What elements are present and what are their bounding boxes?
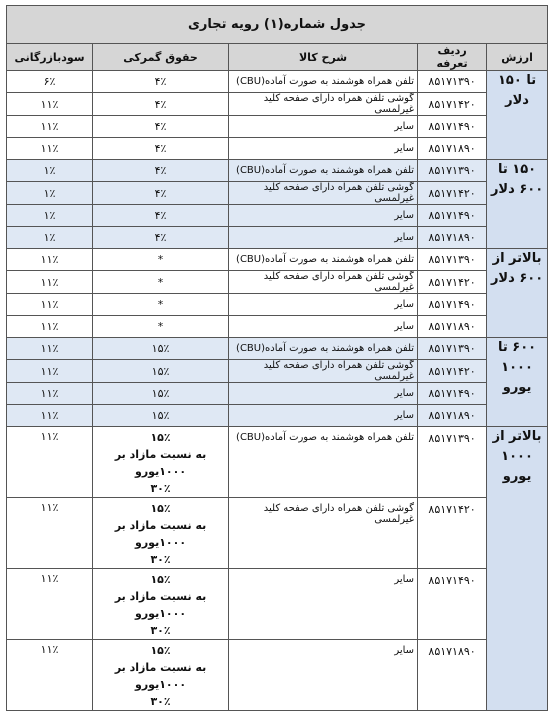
header-tariff-code: ردیف تعرفه	[418, 44, 487, 71]
commercial-profit-cell: ۱۱٪	[7, 405, 93, 427]
customs-duty-cell: ۴٪	[93, 160, 229, 182]
tariff-code-cell: ۸۵۱۷۱۳۹۰	[418, 160, 487, 182]
table-row	[7, 338, 548, 360]
tariff-code-cell: ۸۵۱۷۱۳۹۰	[418, 427, 487, 498]
duty-extra-rate: ۳۰٪	[150, 482, 171, 495]
table-row	[7, 271, 548, 294]
description-cell: گوشی تلفن همراه دارای صفحه کلید غیرلمسی	[229, 360, 418, 383]
value-range-cell: بالاتر از ۱۰۰۰ یورو	[487, 427, 548, 711]
customs-duty-cell: *	[93, 294, 229, 316]
customs-duty-cell	[93, 427, 229, 498]
duty-note: به نسبت مازاد بر ۱۰۰۰یورو	[114, 661, 207, 691]
header-row	[7, 44, 548, 71]
duty-rate: ۱۵٪	[150, 644, 171, 657]
table-row	[7, 227, 548, 249]
commercial-profit-cell: ۱٪	[7, 182, 93, 205]
duty-rate: ۱۵٪	[150, 431, 171, 444]
tariff-code-cell: ۸۵۱۷۱۴۲۰	[418, 93, 487, 116]
description-cell: سایر	[229, 316, 418, 338]
customs-duty-cell	[93, 498, 229, 569]
customs-duty-cell: ۱۵٪	[93, 338, 229, 360]
customs-duty-cell: ۱۵٪	[93, 383, 229, 405]
duty-rate: ۱۵٪	[150, 573, 171, 586]
duty-note: به نسبت مازاد بر ۱۰۰۰یورو	[114, 590, 207, 620]
tariff-document	[6, 5, 547, 708]
header-customs-duty: حقوق گمرکی	[93, 44, 229, 71]
header-description: شرح کالا	[229, 44, 418, 71]
table-row	[7, 182, 548, 205]
duty-extra-rate: ۳۰٪	[150, 553, 171, 566]
description-cell: سایر	[229, 383, 418, 405]
customs-duty-cell	[93, 569, 229, 640]
customs-duty-cell: ۴٪	[93, 71, 229, 93]
tariff-code-cell: ۸۵۱۷۱۴۹۰	[418, 569, 487, 640]
table-title: جدول شماره(۱) رویه تجاری	[7, 6, 548, 44]
description-cell: سایر	[229, 138, 418, 160]
tariff-code-cell: ۸۵۱۷۱۳۹۰	[418, 249, 487, 271]
description-cell: سایر	[229, 405, 418, 427]
table-row	[7, 427, 548, 498]
description-cell: تلفن همراه هوشمند به صورت آماده(CBU)	[229, 249, 418, 271]
commercial-profit-cell: ۱۱٪	[7, 338, 93, 360]
tariff-code-cell: ۸۵۱۷۱۳۹۰	[418, 71, 487, 93]
tariff-code-cell: ۸۵۱۷۱۸۹۰	[418, 405, 487, 427]
tariff-code-cell: ۸۵۱۷۱۴۲۰	[418, 271, 487, 294]
value-range-cell: ۱۵۰ تا ۶۰۰ دلار	[487, 160, 548, 249]
value-range-cell: ۶۰۰ تا ۱۰۰۰ یورو	[487, 338, 548, 427]
value-range-cell: بالاتر از ۶۰۰ دلار	[487, 249, 548, 338]
description-cell: گوشی تلفن همراه دارای صفحه کلید غیرلمسی	[229, 182, 418, 205]
tariff-code-cell: ۸۵۱۷۱۸۹۰	[418, 138, 487, 160]
duty-note: به نسبت مازاد بر ۱۰۰۰یورو	[114, 519, 207, 549]
duty-rate: ۱۵٪	[150, 502, 171, 515]
table-row	[7, 640, 548, 711]
commercial-profit-cell: ۱۱٪	[7, 116, 93, 138]
commercial-profit-cell: ۱۱٪	[7, 138, 93, 160]
commercial-profit-cell: ۱٪	[7, 227, 93, 249]
tariff-code-cell: ۸۵۱۷۱۴۲۰	[418, 498, 487, 569]
value-range-cell: تا ۱۵۰ دلار	[487, 71, 548, 160]
table-row	[7, 405, 548, 427]
description-cell: تلفن همراه هوشمند به صورت آماده(CBU)	[229, 71, 418, 93]
customs-duty-cell: *	[93, 249, 229, 271]
description-cell: تلفن همراه هوشمند به صورت آماده(CBU)	[229, 427, 418, 498]
table-row	[7, 294, 548, 316]
table-row	[7, 205, 548, 227]
customs-duty-cell: ۴٪	[93, 227, 229, 249]
tariff-code-cell: ۸۵۱۷۱۴۲۰	[418, 360, 487, 383]
table-row	[7, 93, 548, 116]
customs-duty-cell: ۴٪	[93, 93, 229, 116]
header-commercial-profit: سودبازرگانی	[7, 44, 93, 71]
table-row	[7, 498, 548, 569]
tariff-code-cell: ۸۵۱۷۱۴۹۰	[418, 294, 487, 316]
commercial-profit-cell: ۱۱٪	[7, 93, 93, 116]
customs-duty-cell: ۴٪	[93, 205, 229, 227]
commercial-profit-cell: ۶٪	[7, 71, 93, 93]
commercial-profit-cell: ۱۱٪	[7, 498, 93, 569]
commercial-profit-cell: ۱۱٪	[7, 271, 93, 294]
table-row	[7, 383, 548, 405]
description-cell: سایر	[229, 640, 418, 711]
table-row	[7, 138, 548, 160]
commercial-profit-cell: ۱۱٪	[7, 640, 93, 711]
tariff-code-cell: ۸۵۱۷۱۴۹۰	[418, 116, 487, 138]
table-row	[7, 316, 548, 338]
table-row	[7, 249, 548, 271]
table-row	[7, 569, 548, 640]
commercial-profit-cell: ۱۱٪	[7, 383, 93, 405]
description-cell: سایر	[229, 569, 418, 640]
description-cell: سایر	[229, 227, 418, 249]
commercial-profit-cell: ۱۱٪	[7, 427, 93, 498]
duty-extra-rate: ۳۰٪	[150, 624, 171, 637]
tariff-code-cell: ۸۵۱۷۱۸۹۰	[418, 227, 487, 249]
description-cell: سایر	[229, 116, 418, 138]
customs-duty-cell: ۱۵٪	[93, 405, 229, 427]
tariff-table	[6, 5, 548, 711]
commercial-profit-cell: ۱۱٪	[7, 294, 93, 316]
customs-duty-cell: ۴٪	[93, 138, 229, 160]
tariff-code-cell: ۸۵۱۷۱۴۲۰	[418, 182, 487, 205]
description-cell: سایر	[229, 294, 418, 316]
commercial-profit-cell: ۱۱٪	[7, 360, 93, 383]
description-cell: تلفن همراه هوشمند به صورت آماده(CBU)	[229, 160, 418, 182]
customs-duty-cell	[93, 640, 229, 711]
customs-duty-cell: *	[93, 271, 229, 294]
customs-duty-cell: ۴٪	[93, 182, 229, 205]
description-cell: گوشی تلفن همراه دارای صفحه کلید غیرلمسی	[229, 271, 418, 294]
description-cell: تلفن همراه هوشمند به صورت آماده(CBU)	[229, 338, 418, 360]
tariff-code-cell: ۸۵۱۷۱۳۹۰	[418, 338, 487, 360]
table-row	[7, 71, 548, 93]
customs-duty-cell: ۴٪	[93, 116, 229, 138]
description-cell: سایر	[229, 205, 418, 227]
description-cell: گوشی تلفن همراه دارای صفحه کلید غیرلمسی	[229, 93, 418, 116]
table-row	[7, 360, 548, 383]
table-row	[7, 116, 548, 138]
duty-extra-rate: ۳۰٪	[150, 695, 171, 708]
tariff-code-cell: ۸۵۱۷۱۸۹۰	[418, 316, 487, 338]
customs-duty-cell: ۱۵٪	[93, 360, 229, 383]
duty-note: به نسبت مازاد بر ۱۰۰۰یورو	[114, 448, 207, 478]
table-row	[7, 160, 548, 182]
commercial-profit-cell: ۱٪	[7, 160, 93, 182]
commercial-profit-cell: ۱۱٪	[7, 569, 93, 640]
header-range: ارزش	[487, 44, 548, 71]
description-cell: گوشی تلفن همراه دارای صفحه کلید غیرلمسی	[229, 498, 418, 569]
customs-duty-cell: *	[93, 316, 229, 338]
tariff-code-cell: ۸۵۱۷۱۴۹۰	[418, 205, 487, 227]
commercial-profit-cell: ۱٪	[7, 205, 93, 227]
tariff-code-cell: ۸۵۱۷۱۸۹۰	[418, 640, 487, 711]
commercial-profit-cell: ۱۱٪	[7, 316, 93, 338]
commercial-profit-cell: ۱۱٪	[7, 249, 93, 271]
tariff-code-cell: ۸۵۱۷۱۴۹۰	[418, 383, 487, 405]
